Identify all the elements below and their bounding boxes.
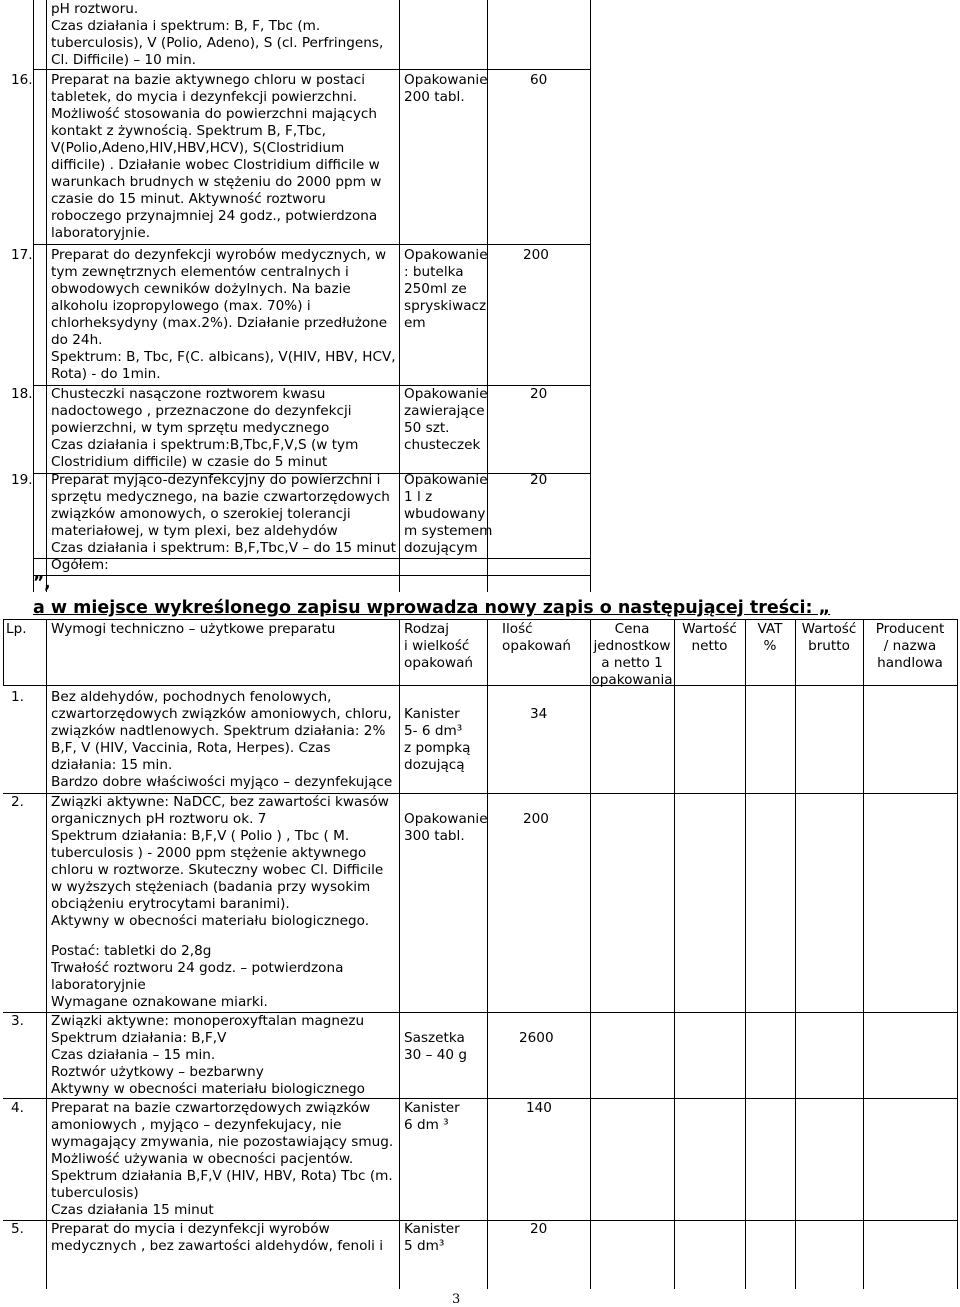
row-number: 1.	[11, 689, 24, 705]
description-line: Postać: tabletki do 2,8g	[51, 943, 212, 959]
description-line: warunkach brudnych w stężeniu do 2000 ppm w	[51, 174, 382, 190]
quantity: 20	[530, 1221, 548, 1237]
description-line: Preparat do dezynfekcji wyrobów medycznych, w	[51, 247, 387, 263]
description-line: Aktywny w obecności materiału biologicznego.	[51, 913, 370, 929]
description-line: Preparat na bazie aktywnego chloru w postaci	[51, 72, 365, 88]
description-line: difficile) . Działanie wobec Clostridium difficile w	[51, 157, 380, 173]
description-line: obciążeniu erytrocytami baranimi).	[51, 896, 290, 912]
description-line: związków amonowych, o szerokiej tolerancji	[51, 506, 351, 522]
package-line: Kanister	[404, 706, 460, 722]
quantity: 20	[530, 386, 548, 402]
description-line: tuberculosis ) - 2000 ppm stężenie aktywnego	[51, 845, 367, 861]
top-table-border	[590, 0, 591, 592]
description-line: Możliwość stosowania do powierzchni mających	[51, 106, 377, 122]
package-line: Opakowanie	[404, 811, 488, 827]
amendment-intro: a w miejsce wykreślonego zapisu wprowadza nowy zapis o następującej treści: „	[33, 598, 831, 618]
header-package-kind: opakowań	[404, 655, 474, 671]
header-producer: / nazwa	[883, 638, 937, 654]
package-line: Kanister	[404, 1100, 460, 1116]
package-line: 1 l z	[404, 489, 433, 505]
description-line: medycznych , bez zawartości aldehydów, fenoli i	[51, 1238, 384, 1254]
header-unit-price: a netto 1	[601, 655, 663, 671]
row-number: 17.	[11, 247, 33, 263]
description-line: czwartorzędowych związków amoniowych, chloru,	[51, 706, 392, 722]
description-line: wymagający zmywania, nie pozostawiający smug.	[51, 1134, 394, 1150]
new-table-border	[3, 619, 958, 620]
top-table-border	[33, 0, 34, 592]
package-line: Opakowanie	[404, 472, 488, 488]
description-line: amoniowych , myjąco – dezynfekujacy, nie	[51, 1117, 342, 1133]
description-line: powierzchni, w tym sprzętu medycznego	[51, 420, 330, 436]
top-table-border	[46, 0, 47, 592]
page-number: 3	[452, 1292, 461, 1307]
description-line: laboratoryjnie	[51, 977, 146, 993]
package-line: Opakowanie	[404, 72, 488, 88]
header-net-value: netto	[691, 638, 728, 654]
top-table-border	[33, 558, 591, 559]
description-line: kontakt z żywnością. Spektrum B, F,Tbc,	[51, 123, 326, 139]
package-line: 50 szt.	[404, 420, 450, 436]
package-line: em	[404, 315, 426, 331]
header-producer: handlowa	[877, 655, 943, 671]
description-line: czasie do 15 minut. Aktywność roztworu	[51, 191, 326, 207]
description-line: Bardzo dobre właściwości myjąco – dezynfekujące	[51, 774, 393, 790]
description-line: Związki aktywne: NaDCC, bez zawartości kwasów	[51, 794, 389, 810]
description-line: Czas działania 15 minut	[51, 1202, 214, 1218]
package-line: Opakowanie	[404, 386, 488, 402]
header-unit-price: jednostkow	[593, 638, 671, 654]
row-number: 5.	[11, 1221, 24, 1237]
description-line: Trwałość roztworu 24 godz. – potwierdzona	[51, 960, 344, 976]
new-table-border	[957, 619, 958, 1289]
new-table-border	[745, 619, 746, 1289]
header-lp: Lp.	[6, 621, 27, 637]
description-line: Spektrum działania: B,F,V	[51, 1030, 227, 1046]
new-table-border	[795, 619, 796, 1289]
quantity: 20	[530, 472, 548, 488]
header-gross-value: Wartość	[801, 621, 857, 637]
package-line: m systemem	[404, 523, 493, 539]
description-line: alkoholu izopropylowego (max. 70%) i	[51, 298, 311, 314]
package-line: 30 – 40 g	[404, 1047, 467, 1063]
description-line: Czas działania i spektrum: B, F, Tbc (m.	[51, 18, 321, 34]
description-line: Czas działania i spektrum:B,Tbc,F,V,S (w tym	[51, 437, 359, 453]
description-line: Czas działania i spektrum: B,F,Tbc,V – do 15 minut	[51, 540, 396, 556]
package-line: spryskiwacz	[404, 298, 487, 314]
description-line: Spektrum działania B,F,V (HIV, HBV, Rota) Tbc (m.	[51, 1168, 393, 1184]
row-number: 4.	[11, 1100, 24, 1116]
description-line: V(Polio,Adeno,HIV,HBV,HCV), S(Clostridium	[51, 140, 345, 156]
package-line: dozującą	[404, 757, 465, 773]
package-line: 5 dm³	[404, 1238, 445, 1254]
new-table-border	[590, 619, 591, 1289]
description-line: Wymagane oznakowane miarki.	[51, 994, 268, 1010]
description-line: Rota) - do 1min.	[51, 366, 161, 382]
description-line: Preparat do mycia i dezynfekcji wyrobów	[51, 1221, 330, 1237]
package-line: zawierające	[404, 403, 485, 419]
description-line: chloru w roztworze. Skuteczny wobec Cl. Difficile	[51, 862, 384, 878]
description-line: w wyższych stężeniach (badania przy wysokim	[51, 879, 371, 895]
description-line: Spektrum: B, Tbc, F(C. albicans), V(HIV, HBV, HCV,	[51, 349, 396, 365]
description-line: Związki aktywne: monoperoxyftalan magnezu	[51, 1013, 365, 1029]
quantity: 2600	[519, 1030, 554, 1046]
package-line: 200 tabl.	[404, 89, 465, 105]
header-producer: Producent	[875, 621, 945, 637]
new-table-border	[3, 685, 958, 686]
package-line: dozującym	[404, 540, 478, 556]
package-line: 6 dm ³	[404, 1117, 449, 1133]
description-line: laboratoryjnie.	[51, 225, 151, 241]
total-label: Ogółem:	[51, 557, 109, 573]
package-line: 5- 6 dm³	[404, 723, 463, 739]
header-package-kind: i wielkość	[404, 638, 470, 654]
description-line: Czas działania – 15 min.	[51, 1047, 216, 1063]
row-number: 18.	[11, 386, 33, 402]
header-vat: %	[763, 638, 777, 654]
description-line: Spektrum działania: B,F,V ( Polio ) , Tbc ( M.	[51, 828, 350, 844]
package-line: wbudowany	[404, 506, 486, 522]
description-line: Chusteczki nasączone roztworem kwasu	[51, 386, 326, 402]
package-line: chusteczek	[404, 437, 481, 453]
header-requirements: Wymogi techniczno – użytkowe preparatu	[51, 621, 336, 637]
description-line: Możliwość używania w obecności pacjentów.	[51, 1151, 354, 1167]
header-package-kind: Rodzaj	[404, 621, 450, 637]
description-line: roboczego przynajmniej 24 godz., potwierdzona	[51, 208, 378, 224]
package-line: 250ml ze	[404, 281, 467, 297]
description-line: tabletek, do mycia i dezynfekcji powierzchni.	[51, 89, 358, 105]
closing-quote: ”,	[33, 573, 51, 593]
header-unit-price: Cena	[614, 621, 650, 637]
header-net-value: Wartość	[682, 621, 737, 637]
description-line: do 24h.	[51, 332, 103, 348]
package-line: Kanister	[404, 1221, 460, 1237]
new-table-border	[487, 619, 488, 1289]
header-unit-price: opakowania	[591, 672, 673, 688]
description-line: tym zewnętrznych elementów centralnych i	[51, 264, 349, 280]
quantity: 60	[530, 72, 548, 88]
description-line: Preparat myjąco-dezynfekcyjny do powierzchni i	[51, 472, 381, 488]
package-line: z pompką	[404, 740, 471, 756]
quantity: 34	[530, 706, 548, 722]
description-line: nadoctowego , przeznaczone do dezynfekcji	[51, 403, 352, 419]
description-line: związków nadtlenowych. Spektrum działania: 2%	[51, 723, 386, 739]
description-line: organicznych pH roztworu ok. 7	[51, 811, 267, 827]
row-number: 3.	[11, 1013, 24, 1029]
description-line: tuberculosis)	[51, 1185, 139, 1201]
new-table-border	[46, 619, 47, 1289]
description-line: Aktywny w obecności materiału biologicznego	[51, 1081, 365, 1097]
description-line: pH roztworu.	[51, 1, 139, 17]
package-line: Saszetka	[404, 1030, 465, 1046]
description-line: Preparat na bazie czwartorzędowych związków	[51, 1100, 371, 1116]
description-line: Clostridium difficile) w czasie do 5 minut	[51, 454, 328, 470]
description-line: Bez aldehydów, pochodnych fenolowych,	[51, 689, 332, 705]
description-line: działania: 15 min.	[51, 757, 173, 773]
description-line: chlorheksydyny (max.2%). Działanie przedłużone	[51, 315, 388, 331]
package-line: : butelka	[404, 264, 464, 280]
new-table-border	[674, 619, 675, 1289]
top-table-border	[399, 0, 400, 592]
package-line: 300 tabl.	[404, 828, 465, 844]
row-number: 16.	[11, 72, 33, 88]
header-vat: VAT	[757, 621, 783, 637]
new-table-border	[399, 619, 400, 1289]
top-table-border	[33, 575, 591, 576]
description-line: tuberculosis), V (Polio, Adeno), S (cl. Perfringens,	[51, 35, 384, 51]
quantity: 140	[526, 1100, 552, 1116]
header-gross-value: brutto	[808, 638, 850, 654]
description-line: obwodowych cewników dożylnych. Na bazie	[51, 281, 351, 297]
top-table-border	[33, 244, 591, 245]
package-line: Opakowanie	[404, 247, 488, 263]
description-line: materiałowej, w tym plexi, bez aldehydów	[51, 523, 338, 539]
header-quantity: Ilość	[502, 621, 533, 637]
header-quantity: opakowań	[502, 638, 572, 654]
quantity: 200	[523, 811, 549, 827]
description-line: B,F, V (HIV, Vaccinia, Rota, Herpes). Czas	[51, 740, 331, 756]
quantity: 200	[523, 247, 549, 263]
row-number: 19.	[11, 472, 33, 488]
description-line: sprzętu medycznego, na bazie czwartorzędowych	[51, 489, 390, 505]
row-number: 2.	[11, 794, 24, 810]
new-table-border	[863, 619, 864, 1289]
description-line: Cl. Difficile) – 10 min.	[51, 52, 197, 68]
new-table-border	[3, 619, 4, 685]
description-line: Roztwór użytkowy – bezbarwny	[51, 1064, 264, 1080]
